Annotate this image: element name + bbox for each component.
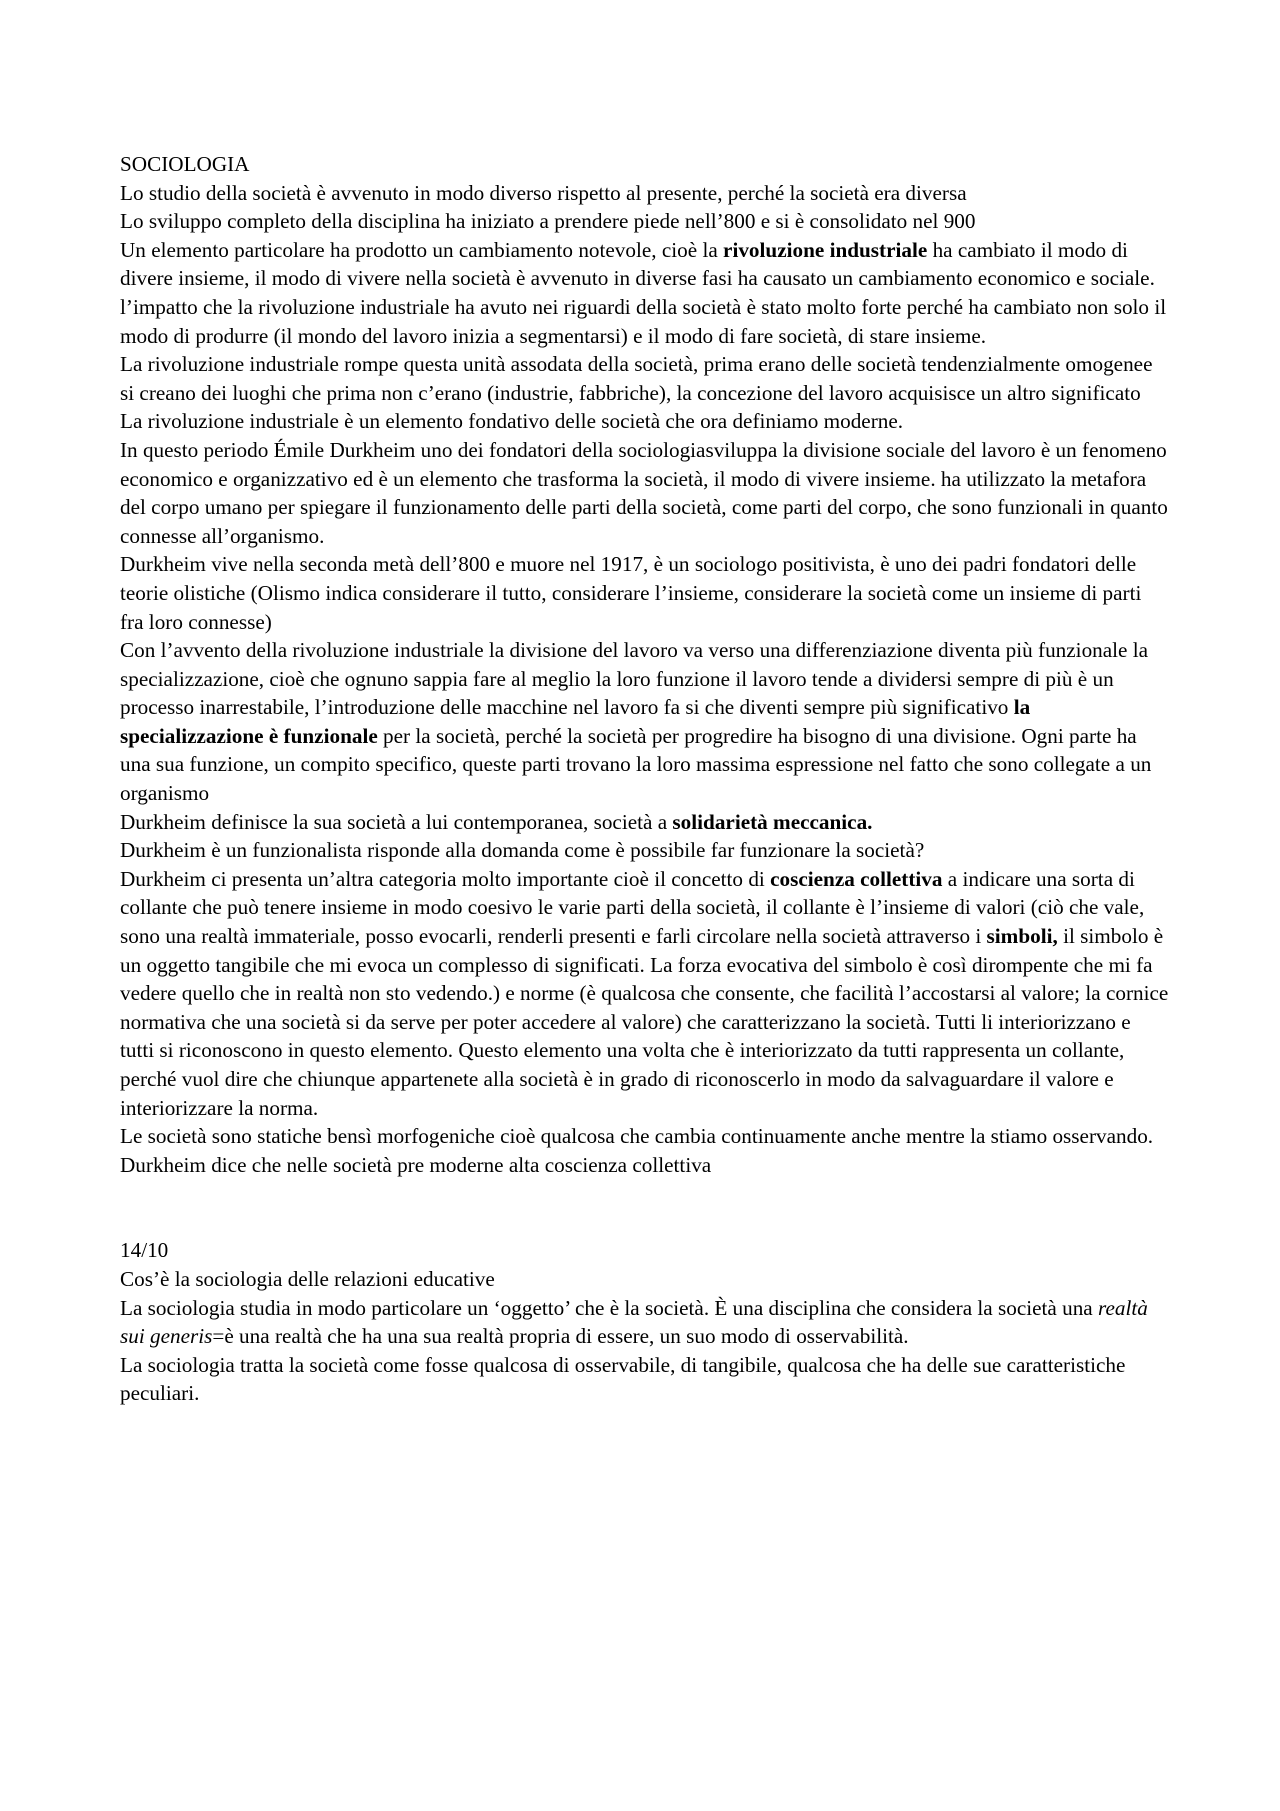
italic-term: realtà sui generis <box>120 1295 1148 1349</box>
section-date: 14/10 <box>120 1238 169 1263</box>
paragraph <box>120 636 1170 808</box>
paragraph <box>120 808 1170 837</box>
bold-term: rivoluzione industriale <box>723 237 928 262</box>
text-run: per la società, perché la società per progredire ha bisogno di una divisione. Ogni parte ha una sua funzione, un compito specifico, queste parti trovano la loro massima espressione nel fatto che sono collegate a un organismo <box>120 723 1152 806</box>
bold-term: simboli, <box>986 924 1058 949</box>
blank-lines <box>120 1179 1170 1236</box>
paragraph: Lo sviluppo completo della disciplina ha iniziato a prendere piede nell’800 e si è consolidato nel 900 <box>120 209 976 234</box>
paragraph <box>120 1294 1170 1351</box>
text-run: =è una realtà che ha una sua realtà propria di essere, un suo modo di osservabilità. <box>212 1324 909 1349</box>
text-run: Durkheim definisce la sua società a lui contemporanea, società a <box>120 809 673 834</box>
paragraph: Durkheim dice che nelle società pre moderne alta coscienza collettiva <box>120 1152 712 1177</box>
text-run: ha cambiato il modo di divere insieme, il modo di vivere nella società è avvenuto in diverse fasi ha causato un cambiamento economico e sociale. l’impatto che la rivoluzione industriale ha avuto nei riguardi della società è stato molto forte perché ha cambiato non solo il modo di produrre (il mondo del lavoro inizia a segmentarsi) e il modo di fare società, di stare insieme. <box>120 237 1167 348</box>
text-run: Con l’avvento della rivoluzione industriale la divisione del lavoro va verso una differenziazione diventa più funzionale la specializzazione, cioè che ognuno sappia fare al meglio la loro funzione il lavoro tende a dividersi sempre di più è un processo inarrestabile, l’introduzione delle macchine nel lavoro fa si che diventi sempre più significativo <box>120 638 1149 720</box>
text-run: La sociologia studia in modo particolare un ‘oggetto’ che è la società. È una disciplina che considera la società una <box>120 1295 1098 1320</box>
paragraph: In questo periodo Émile Durkheim uno dei fondatori della sociologiasviluppa la divisione sociale del lavoro è un fenomeno economico e organizzativo ed è un elemento che trasforma la società, il modo di vivere insieme. ha utilizzato la metafora del corpo umano per spiegare il funzionamento delle parti della società, come parti del corpo, che sono funzionali in quanto connesse all’organismo. <box>120 437 1168 548</box>
bold-term: coscienza collettiva <box>770 866 943 891</box>
text-run: a indicare una sorta di collante che può tenere insieme in modo coesivo le varie parti della società, il collante è l’insieme di valori (ciò che vale, sono una realtà immateriale, posso evocarli, renderli presenti e farli circolare nella società attraverso i <box>120 866 1145 949</box>
text-run: Durkheim ci presenta un’altra categoria molto importante cioè il concetto di <box>120 866 771 891</box>
paragraph: Durkheim è un funzionalista risponde alla domanda come è possibile far funzionare la società? <box>120 838 925 863</box>
paragraph: Le società sono statiche bensì morfogeniche cioè qualcosa che cambia continuamente anche mentre la stiamo osservando. <box>120 1124 1154 1149</box>
paragraph: Lo studio della società è avvenuto in modo diverso rispetto al presente, perché la società era diversa <box>120 180 967 205</box>
paragraph <box>120 865 1170 1122</box>
paragraph: La sociologia tratta la società come fosse qualcosa di osservabile, di tangibile, qualcosa che ha delle sue caratteristiche peculiari. <box>120 1352 1126 1406</box>
text-run: il simbolo è un oggetto tangibile che mi evoca un complesso di significati. La forza evocativa del simbolo è così dirompente che mi fa vedere quello che in realtà non sto vedendo.) e norme (è qualcosa che consente, che facilità l’accostarsi al valore; la cornice normativa che una società si da serve per poter accedere al valore) che caratterizzano la società. Tutti li interiorizzano e tutti si riconoscono in questo elemento. Questo elemento una volta che è interiorizzato da tutti rappresenta un collante, perché vuol dire che chiunque appartenete alla società è in grado di riconoscerlo in modo da salvaguardare il valore e interiorizzare la norma. <box>120 924 1169 1120</box>
section-heading: Cos’è la sociologia delle relazioni educative <box>120 1266 495 1291</box>
paragraph: La rivoluzione industriale rompe questa unità assodata della società, prima erano delle società tendenzialmente omogenee si creano dei luoghi che prima non c’erano (industrie, fabbriche), la concezione del lavoro acquisisce un altro significato <box>120 352 1153 405</box>
document-title: SOCIOLOGIA <box>120 152 250 176</box>
paragraph: La rivoluzione industriale è un elemento fondativo delle società che ora definiamo moderne. <box>120 409 904 434</box>
bold-term: la specializzazione è funzionale <box>120 695 1031 748</box>
document-page <box>120 150 1170 1408</box>
text-run: Un elemento particolare ha prodotto un cambiamento notevole, cioè la <box>120 237 724 262</box>
paragraph <box>120 236 1170 350</box>
bold-term: solidarietà meccanica. <box>672 809 873 834</box>
paragraph: Durkheim vive nella seconda metà dell’800 e muore nel 1917, è un sociologo positivista, è uno dei padri fondatori delle teorie olistiche (Olismo indica considerare il tutto, considerare l’insieme, considerare la società come un insieme di parti fra loro connesse) <box>120 552 1142 634</box>
